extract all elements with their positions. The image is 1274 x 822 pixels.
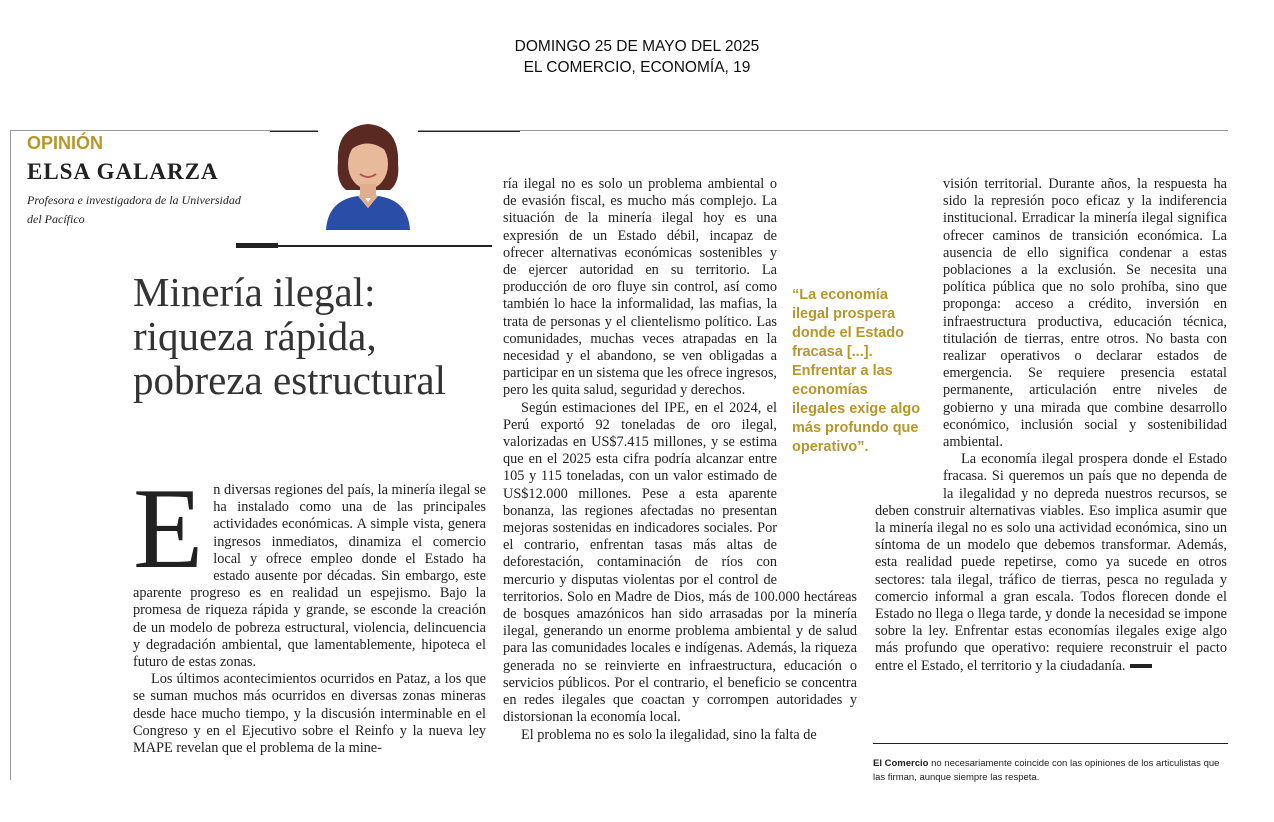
paragraph: Los últimos acontecimientos ocurridos en Pataz, a los que se suman muchos más ocurridos en diversas zonas mineras desde hace mucho tiempo, y la discusión interminable en el Congreso y en el Ejecutivo sobre el Reinfo y la nueva ley MAPE revelan que el problema de la mine- — [133, 671, 486, 757]
paragraph: Según estimaciones del IPE, en el 2024, el Perú exportó 92 toneladas de oro ilegal, valorizadas en US$7.415 millones, y se estima que en el 2025 esta cifra podría alcanzar entre 105 y 115 toneladas, con un valor estimado de US$12.000 millones. Pese a esta aparente bonanza, las regiones afectadas no presentan mejoras sostenidas en indicadores sociales. Por el contrario, enfrentan tasas más altas de deforestación, contaminación de ríos con mercurio y disputas violentas por el control de territorios. Solo en Madre de Dios, más de 100.000 hectáreas de bosques amazónicos han sido arrasadas por la minería ilegal, generando un enorme problema ambiental y de salud para las comunidades locales e indígenas. Además, la riqueza generada no se reinvierte en infraestructura, educación o servicios públicos. Por el contrario, el beneficio se concentra en redes ilegales que coactan y corrompen autoridades y distorsionan la economía local. — [503, 399, 857, 726]
pullquote-spacer — [875, 271, 943, 496]
paragraph: El problema no es solo la ilegalidad, sino la falta de — [521, 726, 817, 743]
page-date: DOMINGO 25 DE MAYO DEL 2025 — [514, 38, 760, 55]
frame-top-rule — [10, 130, 1228, 131]
paragraph: n diversas regiones del país, la minería ilegal se ha instalado como una de las principales actividades económicas. A simple vista, genera ingresos inmediatos, dinamiza el comercio local y ofrece empleo donde el Estado ha estado ausente por décadas. Sin embargo, este aparente progreso es en realidad un espejismo. Bajo la promesa de riqueza rápida y grande, se esconde la creación de un modelo de pobreza estructural, violencia, delincuencia y degradación ambiental, que lamentablemente, hipoteca el futuro de estas zonas. — [133, 482, 486, 671]
paragraph: ría ilegal no es solo un problema ambiental o de evasión fiscal, es mucho más complejo. La situación de la minería ilegal hoy es una expresión de un Estado débil, incapaz de ofrecer alternativas económicas sostenibles y de ejercer autoridad en su territorio. La producción de oro fluye sin control, así como también lo hace la informalidad, las mafias, la trata de personas y el clientelismo político. Las comunidades, muchas veces atrapadas en la necesidad y el abandono, se ven obligadas a participar en un sistema que les ofrece ingresos, pero les quita salud, seguridad y derechos. — [503, 176, 777, 399]
publication-section: EL COMERCIO, ECONOMÍA, 19 — [523, 59, 751, 76]
left-border-rule — [10, 130, 11, 780]
article-headline: Minería ilegal: riqueza rápida, pobreza estructural — [133, 269, 447, 403]
article-column-2 — [503, 176, 857, 788]
drop-cap: E — [133, 482, 204, 592]
pull-quote: “La economía ilegal prospera donde el Estado fracasa [...]. Enfrentar a las economías ilegales exige algo más profundo que operativo”. — [792, 287, 921, 455]
author-rule-accent — [236, 243, 278, 248]
article-column-3 — [875, 176, 1227, 736]
author-name: ELSA GALARZA — [27, 159, 219, 184]
disclaimer — [873, 757, 1223, 785]
paragraph-text: La economía ilegal prospera donde el Estado fracasa. Si queremos un país que no dependa de la ilegalidad y no depreda nuestros recursos, se deben construir alternativas viables. Eso implica asumir que la minería ilegal no es solo una actividad económica, sino un síntoma de un modelo que debemos transformar. Además, esta realidad puede repetirse, como ya sucede en otros sectores: tala ilegal, tráfico de tierras, pesca no regulada y comercio informal a gran escala. Todos florecen donde el Estado no llega o llega tarde, y donde la necesidad se impone sobre la ley. Enfrentar estas economías ilegales exige algo más profundo que operativo: requiere reconstruir el pacto entre el Estado, el territorio y la ciudadanía. — [875, 451, 1227, 674]
article-column-1 — [133, 482, 486, 787]
disclaimer-rule — [873, 743, 1228, 744]
end-mark — [1130, 664, 1152, 668]
paragraph: visión territorial. Durante años, la respuesta ha sido la represión poco eficaz y la indiferencia institucional. Erradicar la minería ilegal significa ofrecer caminos de transición económica. La ausencia de ello significa condenar a estas poblaciones a la exclusión. Se necesita una política pública que no solo prohíba, sino que proponga: acceso a crédito, inversión en infraestructura productiva, educación técnica, titulación de tierras, entre otros. No basta con realizar operativos o declarar estados de emergencia. Se requiere presencia estatal permanente, articulación entre niveles de gobierno y una mirada que combine desarrollo económico, inclusión social y sostenibilidad ambiental. — [943, 176, 1227, 451]
disclaimer-brand: El Comercio — [873, 758, 929, 769]
author-rule — [264, 245, 492, 247]
author-photo — [318, 112, 418, 230]
section-kicker: OPINIÓN — [27, 133, 104, 153]
author-role: Profesora e investigadora de la Universidad del Pacífico — [27, 193, 241, 226]
disclaimer-text: no necesariamente coincide con las opiniones de los articulistas que las firman, aunque siempre las respeta. — [873, 758, 1220, 783]
